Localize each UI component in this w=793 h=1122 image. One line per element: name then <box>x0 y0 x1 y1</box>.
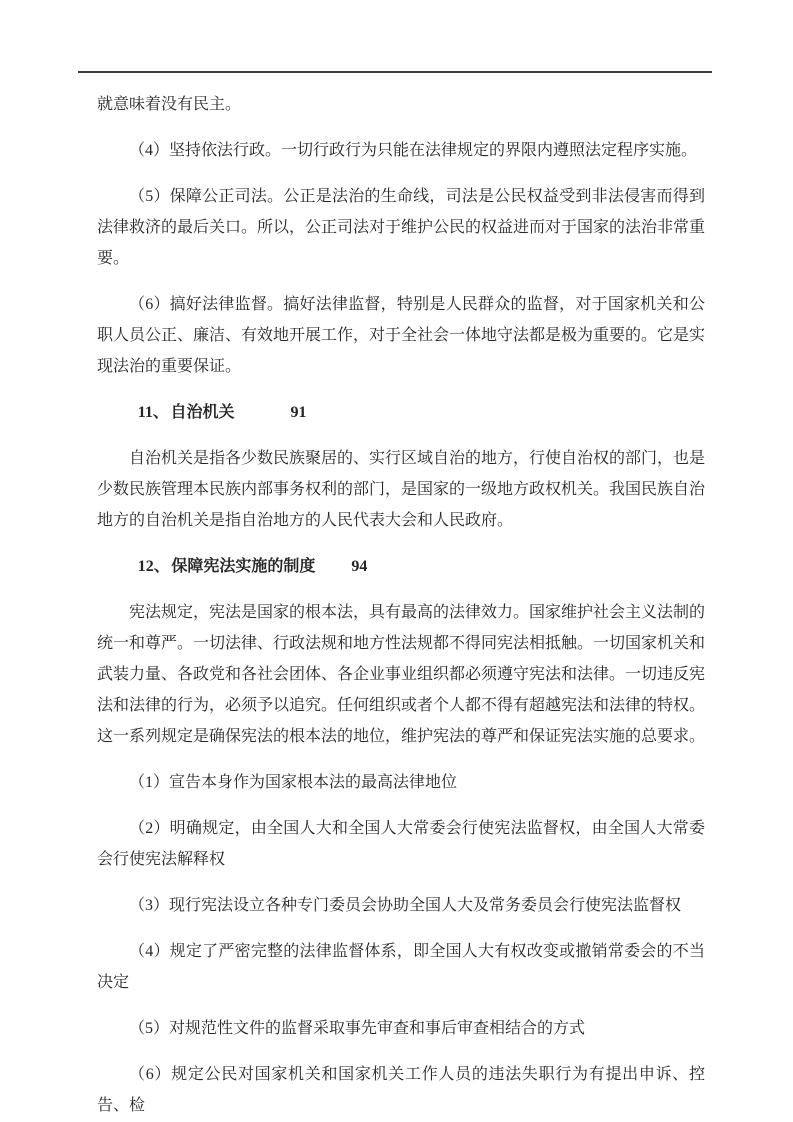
paragraph: （4）坚持依法行政。一切行政行为只能在法律规定的界限内遵照法定程序实施。 <box>129 142 698 159</box>
paragraph: （1）宣告本身作为国家根本法的最高法律地位 <box>129 774 458 791</box>
header-rule <box>78 71 712 73</box>
paragraph: （2）明确规定，由全国人大和全国人大常委会行使宪法监督权，由全国人大常委会行使宪法解释权 <box>97 820 705 868</box>
paragraph: 宪法规定，宪法是国家的根本法，具有最高的法律效力。国家维护社会主义法制的统一和尊严。一切法律、行政法规和地方性法规都不得同宪法相抵触。一切国家机关和武装力量、各政党和各社会团体、各企业事业组织都必须遵守宪法和法律。一切违反宪法和法律的行为，必须予以追究。任何组织或者个人都不得有超越宪法和法律的特权。这一系列规定是确保宪法的根本法的地位，维护宪法的尊严和保证宪法实施的总要求。 <box>97 604 706 745</box>
section-heading <box>97 397 705 428</box>
section-heading <box>97 551 705 582</box>
paragraph: （6）搞好法律监督。搞好法律监督，特别是人民群众的监督，对于国家机关和公职人员公正、廉洁、有效地开展工作，对于全社会一体地守法都是极为重要的。它是实现法治的重要保证。 <box>97 296 706 375</box>
paragraph: （5）保障公正司法。公正是法治的生命线，司法是公民权益受到非法侵害而得到法律救济的最后关口。所以，公正司法对于维护公民的权益进而对于国家的法治非常重要。 <box>97 188 706 267</box>
heading-page-number: 94 <box>351 558 368 575</box>
paragraph: （4）规定了严密完整的法律监督体系，即全国人大有权改变或撤销常委会的不当决定 <box>97 943 705 991</box>
paragraph: （6）规定公民对国家机关和国家机关工作人员的违法失职行为有提出申诉、控告、检 <box>97 1066 705 1114</box>
heading-title: 自治机关 <box>170 404 235 421</box>
paragraph: （5）对规范性文件的监督采取事先审查和事后审查相结合的方式 <box>129 1020 586 1037</box>
heading-number: 12、 <box>137 558 170 575</box>
document-content <box>97 89 705 1121</box>
paragraph: （3）现行宪法设立各种专门委员会协助全国人大及常务委员会行使宪法监督权 <box>129 897 682 914</box>
heading-number: 11、 <box>137 404 169 421</box>
heading-page-number: 91 <box>290 404 307 421</box>
heading-title: 保障宪法实施的制度 <box>171 558 316 575</box>
paragraph: 自治机关是指各少数民族聚居的、实行区域自治的地方，行使自治权的部门，也是少数民族管理本民族内部事务权利的部门，是国家的一级地方政权机关。我国民族自治地方的自治机关是指自治地方的人民代表大会和人民政府。 <box>97 450 706 529</box>
paragraph-continuation: 就意味着没有民主。 <box>97 96 242 113</box>
